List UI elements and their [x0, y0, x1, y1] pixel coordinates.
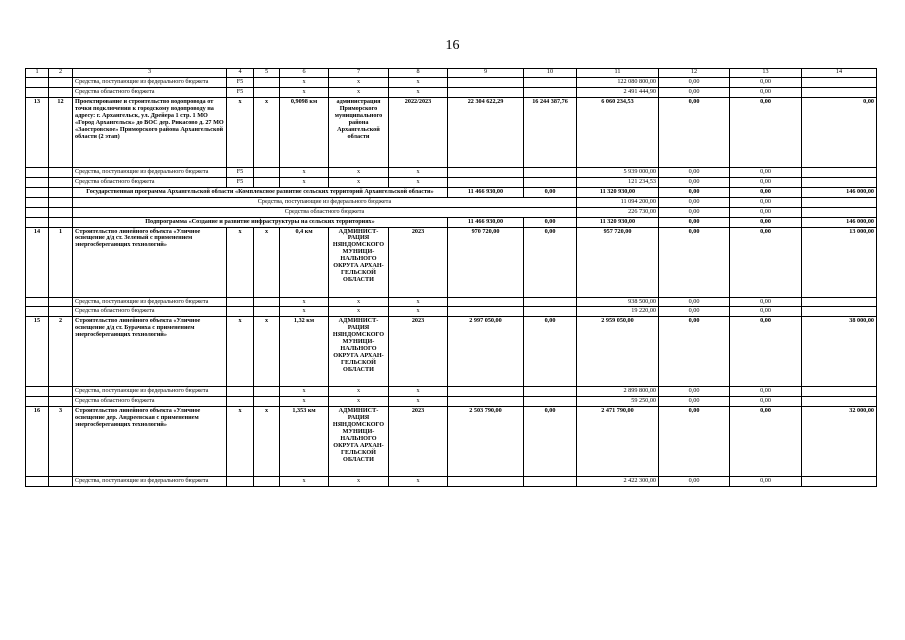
table-row: Средства, поступающие из федерального бюджета х х х 2 422 300,00 0,00 0,00	[26, 477, 877, 487]
funding-source: Средства, поступающие из федерального бюджета	[73, 78, 227, 88]
project-name: Проектирование и строительство водопровода от точки подключения к городскому водопроводу на адресу: г. Архангельск, ул. Дрейера 1 стр. 1 МО «Город Архангельск» до ВОС дер. Рикасово д. 27 МО «Заостровское» Приморского района Архангельской области (2 этап)	[73, 97, 227, 167]
table-row: Средства, поступающие из федерального бюджета х х х 938 500,00 0,00 0,00	[26, 297, 877, 307]
subprogram-row: Подпрограмма «Создание и развитие инфраструктуры на сельских территориях» 11 466 930,00 0,00 11 320 930,00 0,00 0,00 146 000,00	[26, 217, 877, 227]
header-row	[26, 69, 877, 78]
table-row: Средства областного бюджета F5 х х х 2 491 444,90 0,00 0,00	[26, 87, 877, 97]
table-row: Средства, поступающие из федерального бюджета F5 х х х 122 080 800,00 0,00 0,00	[26, 78, 877, 88]
table-row: 16 3 Строительство линейного объекта «Уличное освещение дер. Андреевская с применением энергосберегающих технологий» х х 1,353 км АДМИНИСТ-РАЦИЯ НЯНДОМСКОГО МУНИЦИ-НАЛЬНОГО ОКРУГА АРХАН-ГЕЛЬСКОЙ ОБЛАСТИ 2023 2 503 790,00 0,00 2 471 790,00 0,00 0,00 32 000,00	[26, 407, 877, 477]
col-header: 5	[254, 69, 280, 78]
program-row: Государственная программа Архангельской области «Комплексное развитие сельских территорий Архангельской области» 11 466 930,00 0,00 11 320 930,00 0,00 0,00 146 000,00	[26, 187, 877, 197]
col-header: 7	[329, 69, 389, 78]
col-header: 2	[49, 69, 73, 78]
subprogram-title: Подпрограмма «Создание и развитие инфраструктуры на сельских территориях»	[73, 217, 448, 227]
col-header: 6	[280, 69, 329, 78]
col-header: 8	[389, 69, 448, 78]
table-row: Средства, поступающие из федерального бюджета F5 х х х 5 939 000,00 0,00 0,00	[26, 167, 877, 177]
col-header: 1	[26, 69, 49, 78]
table-row: Средства областного бюджета х х х 59 250,00 0,00 0,00	[26, 397, 877, 407]
col-header: 3	[73, 69, 227, 78]
col-header: 9	[448, 69, 524, 78]
page-number: 16	[445, 38, 460, 53]
table-row: Средства областного бюджета х х х 19 220,00 0,00 0,00	[26, 307, 877, 317]
table-row: Средства, поступающие из федерального бюджета х х х 2 899 800,00 0,00 0,00	[26, 387, 877, 397]
table-row: Средства областного бюджета 226 730,00 0,00 0,00	[26, 207, 877, 217]
col-header: 10	[524, 69, 577, 78]
col-header: 14	[802, 69, 877, 78]
funding-source: Средства областного бюджета	[73, 87, 227, 97]
col-header: 12	[659, 69, 730, 78]
program-title: Государственная программа Архангельской области «Комплексное развитие сельских территорий Архангельской области»	[73, 187, 448, 197]
col-header: 4	[227, 69, 254, 78]
budget-table	[25, 68, 877, 487]
col-header: 11	[577, 69, 659, 78]
table-row: Средства, поступающие из федерального бюджета 11 094 200,00 0,00 0,00	[26, 197, 877, 207]
table-row: 15 2 Строительство линейного объекта «Уличное освещение д/д ст. Бурачиха с применением энергосберегающих технологий» х х 1,32 км АДМИНИСТ-РАЦИЯ НЯНДОМСКОГО МУНИЦИ-НАЛЬНОГО ОКРУГА АРХАН-ГЕЛЬСКОЙ ОБЛАСТИ 2023 2 997 050,00 0,00 2 959 050,00 0,00 0,00 38 000,00	[26, 317, 877, 387]
table-row: 14 1 Строительство линейного объекта «Уличное освещение д/д ст. Зеленый с применением энергосберегающих технологий» х х 0,4 км АДМИНИСТ-РАЦИЯ НЯНДОМСКОГО МУНИЦИ-НАЛЬНОГО ОКРУГА АРХАН-ГЕЛЬСКОЙ ОБЛАСТИ 2023 970 720,00 0,00 957 720,00 0,00 0,00 13 000,00	[26, 227, 877, 297]
table-row: 13 12 Проектирование и строительство водопровода от точки подключения к городскому водопроводу на адресу: г. Архангельск, ул. Дрейера 1 стр. 1 МО «Город Архангельск» до ВОС дер. Рикасово д. 27 МО «Заостровское» Приморского района Архангельской области (2 этап) х х 0,9098 км администрация Приморского муниципального района Архангельской области 2022/2023 22 304 622,29 16 244 387,76 6 060 234,53 0,00 0,00 0,00	[26, 97, 877, 167]
col-header: 13	[730, 69, 802, 78]
table-row: Средства областного бюджета F5 х х х 121 234,53 0,00 0,00	[26, 177, 877, 187]
